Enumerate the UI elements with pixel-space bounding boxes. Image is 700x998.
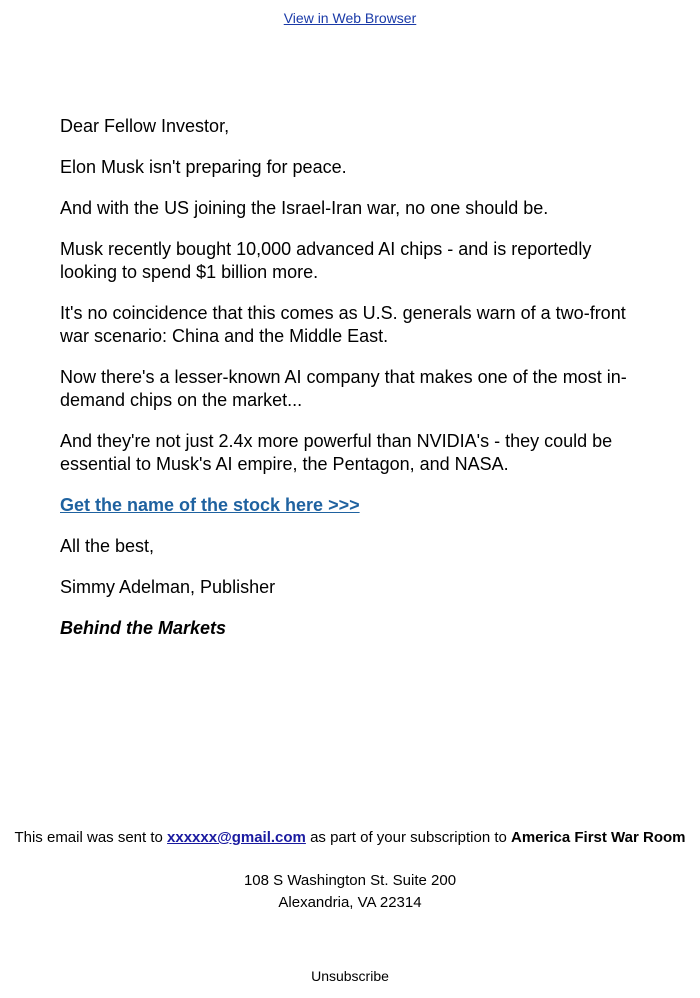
address-line-1: 108 S Washington St. Suite 200 (243, 872, 457, 889)
subscription-name: America First War Room (511, 829, 686, 846)
address-line-2: Alexandria, VA 22314 (278, 894, 422, 911)
paragraph-3: Musk recently bought 10,000 advanced AI chips - and is reportedly looking to spend $1 billion more. (60, 239, 592, 282)
paragraph-1: Elon Musk isn't preparing for peace. (60, 157, 347, 177)
paragraph-2: And with the US joining the Israel-Iran war, no one should be. (60, 198, 549, 218)
unsubscribe-link[interactable]: Unsubscribe (311, 968, 389, 984)
mailing-address (0, 870, 700, 914)
unsubscribe-container (0, 968, 700, 985)
greeting: Dear Fellow Investor, (60, 116, 230, 136)
paragraph-4: It's no coincidence that this comes as U.S. generals warn of a two-front war scenario: China and the Middle East. (60, 303, 626, 346)
signoff: All the best, (60, 536, 155, 556)
sent-middle: as part of your subscription to (305, 829, 512, 846)
recipient-email-link[interactable]: xxxxxx@gmail.com (167, 829, 306, 846)
letter-body (60, 115, 650, 658)
signature: Simmy Adelman, Publisher (60, 577, 276, 597)
sent-prefix: This email was sent to (14, 829, 168, 846)
paragraph-5: Now there's a lesser-known AI company that makes one of the most in-demand chips on the market... (60, 367, 627, 410)
header (0, 10, 700, 27)
stock-name-cta-link[interactable]: Get the name of the stock here >>> (60, 495, 360, 515)
view-in-browser-link[interactable]: View in Web Browser (283, 10, 417, 26)
paragraph-6: And they're not just 2.4x more powerful than NVIDIA's - they could be essential to Musk's AI empire, the Pentagon, and NASA. (60, 431, 613, 474)
publication-name: Behind the Markets (60, 618, 227, 638)
cta-paragraph (60, 494, 650, 517)
subscription-notice (0, 829, 700, 847)
